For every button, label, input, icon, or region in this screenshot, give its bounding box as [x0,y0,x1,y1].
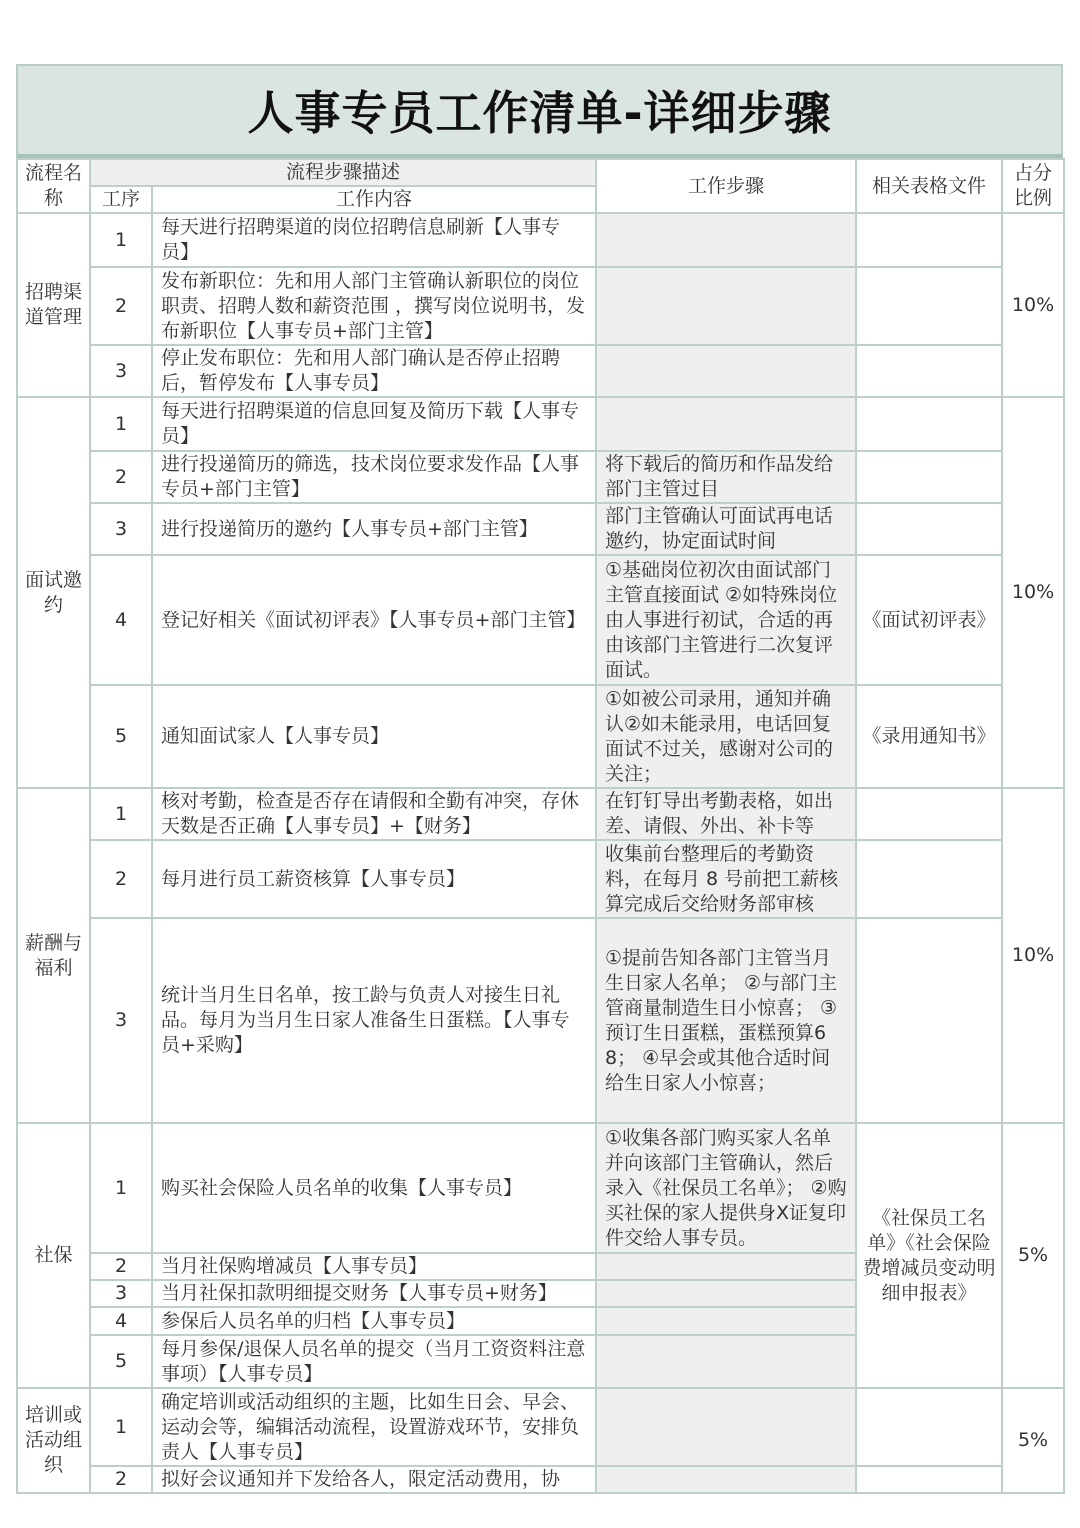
related-file-cell: 《面试初评表》 [856,555,1002,685]
seq-cell: 3 [90,345,152,397]
work-step-cell [596,1466,856,1493]
seq-cell: 1 [90,1388,152,1466]
seq-cell: 5 [90,1335,152,1388]
work-step-cell [596,213,856,267]
table-row [17,267,1064,345]
seq-cell: 2 [90,1466,152,1493]
process-name: 面试邀约 [17,397,90,788]
ratio-cell: 5% [1002,1388,1064,1493]
header-content: 工作内容 [152,186,596,213]
content-cell: 发布新职位：先和用人部门主管确认新职位的岗位职责、招聘人数和薪资范围 ，撰写岗位说明书，发布新职位【人事专员+部门主管】 [152,267,596,345]
related-file-cell [856,451,1002,503]
table-row [17,213,1064,267]
work-step-cell: ①如被公司录用，通知并确认②如未能录用，电话回复面试不过关，感谢对公司的关注； [596,685,856,788]
related-file-cell [856,1466,1002,1493]
related-file-cell [856,840,1002,918]
related-file-cell [856,503,1002,555]
related-file-cell [856,397,1002,451]
page-title: 人事专员工作清单-详细步骤 [16,64,1063,158]
work-step-cell: 在钉钉导出考勤表格，如出差、请假、外出、补卡等 [596,788,856,840]
related-file-cell [856,788,1002,840]
seq-cell: 4 [90,1307,152,1335]
process-name: 招聘渠道管理 [17,213,90,397]
header-files: 相关表格文件 [856,159,1002,213]
table-row [17,555,1064,685]
table-row [17,840,1064,918]
content-cell: 参保后人员名单的归档【人事专员】 [152,1307,596,1335]
content-cell: 每月参保/退保人员名单的提交（当月工资资料注意事项）【人事专员】 [152,1335,596,1388]
header-seq: 工序 [90,186,152,213]
seq-cell: 2 [90,840,152,918]
work-step-cell [596,345,856,397]
work-step-cell [596,1253,856,1280]
content-cell: 核对考勤，检查是否存在请假和全勤有冲突，存休天数是否正确【人事专员】+【财务】 [152,788,596,840]
content-cell: 登记好相关《面试初评表》【人事专员+部门主管】 [152,555,596,685]
content-cell: 每天进行招聘渠道的信息回复及简历下载【人事专员】 [152,397,596,451]
work-step-cell: 部门主管确认可面试再电话邀约，协定面试时间 [596,503,856,555]
work-step-cell [596,267,856,345]
table-row [17,788,1064,840]
related-file-cell [856,213,1002,267]
worklist-document [16,64,1063,1494]
ratio-cell: 5% [1002,1123,1064,1388]
related-file-cell [856,267,1002,345]
seq-cell: 1 [90,397,152,451]
seq-cell: 4 [90,555,152,685]
table-row [17,1388,1064,1466]
work-step-cell [596,397,856,451]
content-cell: 当月社保扣款明细提交财务【人事专员+财务】 [152,1280,596,1307]
work-step-cell: ①收集各部门购买家人名单并向该部门主管确认，然后录入《社保员工名单》； ②购买社保的家人提供身X证复印件交给人事专员。 [596,1123,856,1253]
seq-cell: 3 [90,503,152,555]
work-step-cell: ①基础岗位初次由面试部门主管直接面试 ②如特殊岗位由人事进行初试，合适的再由该部门主管进行二次复评面试。 [596,555,856,685]
seq-cell: 1 [90,788,152,840]
work-step-cell [596,1335,856,1388]
seq-cell: 3 [90,918,152,1123]
seq-cell: 1 [90,213,152,267]
worklist-table [16,158,1065,1494]
content-cell: 购买社会保险人员名单的收集【人事专员】 [152,1123,596,1253]
header-desc: 流程步骤描述 [90,159,596,186]
related-file-cell: 《录用通知书》 [856,685,1002,788]
ratio-cell: 10% [1002,213,1064,397]
seq-cell: 2 [90,451,152,503]
table-row [17,345,1064,397]
work-step-cell [596,1280,856,1307]
content-cell: 每月进行员工薪资核算【人事专员】 [152,840,596,918]
table-row [17,685,1064,788]
content-cell: 停止发布职位：先和用人部门确认是否停止招聘后，暂停发布【人事专员】 [152,345,596,397]
work-step-cell: 将下载后的简历和作品发给部门主管过目 [596,451,856,503]
content-cell: 每天进行招聘渠道的岗位招聘信息刷新【人事专员】 [152,213,596,267]
content-cell: 通知面试家人【人事专员】 [152,685,596,788]
table-row [17,1123,1064,1253]
header-process-name: 流程名称 [17,159,90,213]
ratio-cell: 10% [1002,788,1064,1123]
seq-cell: 5 [90,685,152,788]
table-row [17,1466,1064,1493]
header-steps: 工作步骤 [596,159,856,213]
work-step-cell [596,1307,856,1335]
content-cell: 进行投递简历的邀约【人事专员+部门主管】 [152,503,596,555]
content-cell: 当月社保购增减员【人事专员】 [152,1253,596,1280]
seq-cell: 1 [90,1123,152,1253]
work-step-cell [596,1388,856,1466]
table-row [17,503,1064,555]
header-ratio: 占分比例 [1002,159,1064,213]
content-cell: 统计当月生日名单，按工龄与负责人对接生日礼品。每月为当月生日家人准备生日蛋糕。【人事专员+采购】 [152,918,596,1123]
process-name: 薪酬与福利 [17,788,90,1123]
content-cell: 拟好会议通知并下发给各人，限定活动费用，协 [152,1466,596,1493]
seq-cell: 2 [90,1253,152,1280]
table-row [17,451,1064,503]
ratio-cell: 10% [1002,397,1064,788]
content-cell: 进行投递简历的筛选，技术岗位要求发作品【人事专员+部门主管】 [152,451,596,503]
seq-cell: 3 [90,1280,152,1307]
work-step-cell: ①提前告知各部门主管当月生日家人名单； ②与部门主管商量制造生日小惊喜； ③预订生日蛋糕，蛋糕预算68； ④早会或其他合适时间给生日家人小惊喜； [596,918,856,1123]
process-name: 社保 [17,1123,90,1388]
process-name: 培训或活动组织 [17,1388,90,1493]
content-cell: 确定培训或活动组织的主题，比如生日会、早会、运动会等，编辑活动流程，设置游戏环节，安排负责人【人事专员】 [152,1388,596,1466]
table-row [17,397,1064,451]
related-file-cell: 《社保员工名单》《社会保险费增减员变动明细申报表》 [856,1123,1002,1388]
work-step-cell: 收集前台整理后的考勤资料，在每月 8 号前把工薪核算完成后交给财务部审核 [596,840,856,918]
related-file-cell [856,918,1002,1123]
related-file-cell [856,345,1002,397]
related-file-cell [856,1388,1002,1466]
seq-cell: 2 [90,267,152,345]
table-row [17,918,1064,1123]
